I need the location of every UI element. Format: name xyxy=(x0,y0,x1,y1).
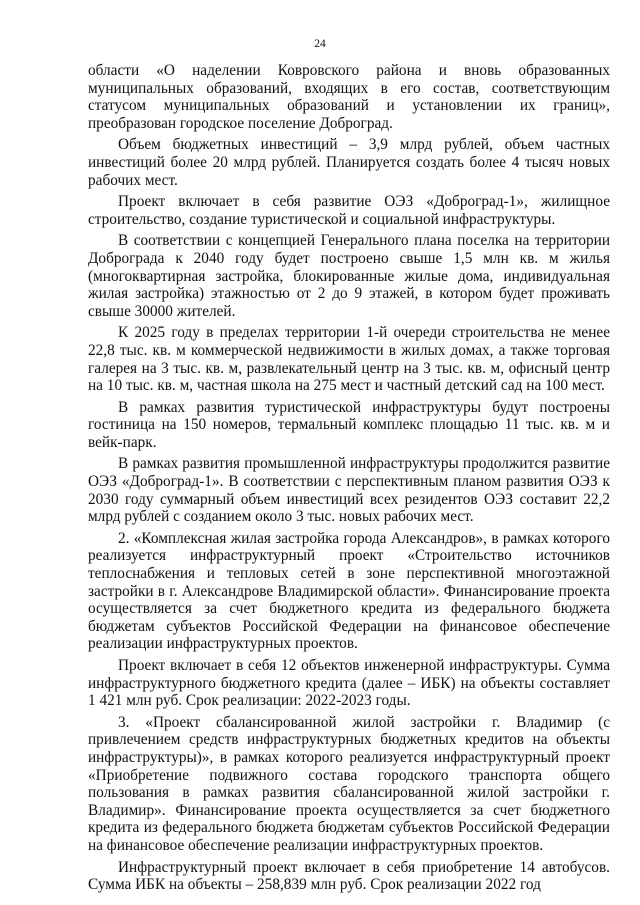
paragraph-10: 3. «Проект сбалансированной жилой застройки г. Владимир (с привлечением средств инфраструктурных бюджетных кредитов на объекты инфраструктуры)», в рамках которого реализуется инфраструктурный проект «Приобретение подвижного состава городского транспорта общего пользования в рамках развития сбалансированной жилой застройки г. Владимир». Финансирование проекта осуществляется за счет бюджетного кредита из федерального бюджета бюджетам субъектов Российской Федерации на финансовое обеспечение реализации инфраструктурных проектов. xyxy=(88,713,610,854)
paragraph-9: Проект включает в себя 12 объектов инженерной инфраструктуры. Сумма инфраструктурного бюджетного кредита (далее – ИБК) на объекты составляет 1 421 млн руб. Срок реализации: 2022-2023 годы. xyxy=(88,657,610,710)
paragraph-4: В соответствии с концепцией Генерального плана поселка на территории Доброграда к 2040 году будет построено свыше 1,5 млн кв. м жилья (многоквартирная застройка, блокированные жилые дома, индивидуальная жилая застройка) этажностью от 2 до 9 этажей, в котором будет проживать свыше 30000 жителей. xyxy=(88,232,610,320)
document-body xyxy=(88,62,610,898)
page-number: 24 xyxy=(314,38,326,50)
paragraph-7: В рамках развития промышленной инфраструктуры продолжится развитие ОЭЗ «Доброград-1». В соответствии с перспективным планом развития ОЭЗ к 2030 году суммарный объем инвестиций всех резидентов ОЭЗ составит 22,2 млрд рублей с созданием около 3 тыс. новых рабочих мест. xyxy=(88,455,610,526)
paragraph-2: Объем бюджетных инвестиций – 3,9 млрд рублей, объем частных инвестиций более 20 млрд рублей. Планируется создать более 4 тысяч новых рабочих мест. xyxy=(88,136,610,189)
paragraph-11: Инфраструктурный проект включает в себя приобретение 14 автобусов. Сумма ИБК на объекты – 258,839 млн руб. Срок реализации 2022 год xyxy=(88,858,610,894)
paragraph-3: Проект включает в себя развитие ОЭЗ «Доброград-1», жилищное строительство, создание туристической и социальной инфраструктуры. xyxy=(88,193,610,228)
paragraph-5: К 2025 году в пределах территории 1-й очереди строительства не менее 22,8 тыс. кв. м коммерческой недвижимости в жилых домах, а также торговая галерея на 3 тыс. кв. м, развлекательный центр на 3 тыс. кв. м, офисный центр на 10 тыс. кв. м, частная школа на 275 мест и частный детский сад на 100 мест. xyxy=(88,324,610,395)
paragraph-8: 2. «Комплексная жилая застройка города Александров», в рамках которого реализуется инфраструктурный проект «Строительство источников теплоснабжения и тепловых сетей в зоне перспективной многоэтажной застройки в г. Александрове Владимирской области». Финансирование проекта осуществляется за счет бюджетного кредита из федерального бюджета бюджетам субъектов Российской Федерации на финансовое обеспечение реализации инфраструктурных проектов. xyxy=(88,529,610,653)
paragraph-1: области «О наделении Ковровского района и вновь образованных муниципальных образований, входящих в его состав, соответствующим статусом муниципальных образований и установлении их границ», преобразован городское поселение Доброград. xyxy=(88,62,610,132)
paragraph-6: В рамках развития туристической инфраструктуры будут построены гостиница на 150 номеров, термальный комплекс площадью 11 тыс. кв. м и вейк-парк. xyxy=(88,398,610,451)
